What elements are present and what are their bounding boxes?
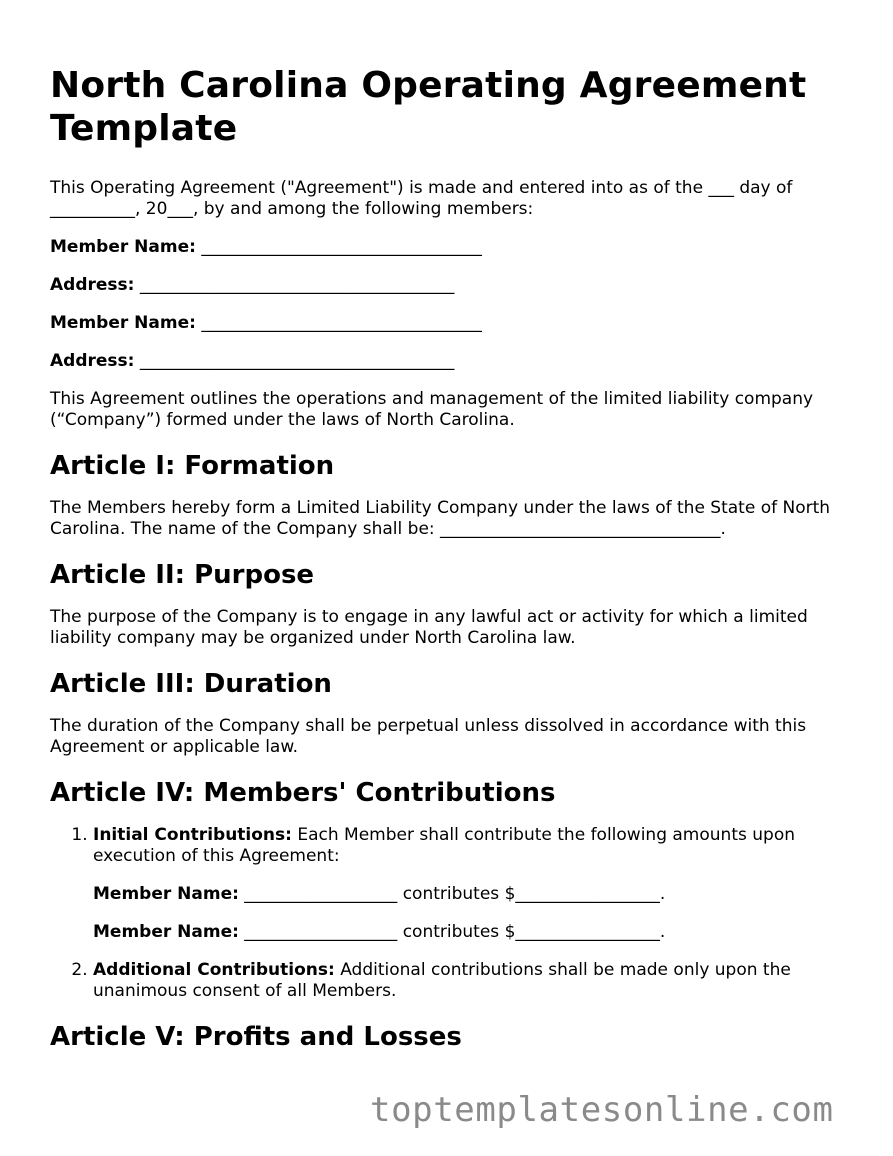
article-1-body: The Members hereby form a Limited Liability Company under the laws of the State of North Carolina. The name of the Company shall be: _________________________________. (50, 498, 831, 539)
document-title: North Carolina Operating Agreement Template (50, 65, 807, 149)
member-1-name-field (50, 237, 850, 258)
member-name-label: Member Name: (50, 313, 196, 333)
address-blank: _____________________________________ (139, 351, 455, 371)
address-label: Address: (50, 351, 135, 371)
article-1-heading: Article I: Formation (50, 451, 335, 481)
article-5-heading: Article V: Profits and Losses (50, 1022, 462, 1052)
member-name-blank: _________________________________ (201, 313, 482, 333)
contribution-blank: __________________ contributes $_________________. (238, 922, 666, 942)
contribution-line-1 (93, 884, 850, 905)
list-item (93, 825, 850, 943)
member-name-blank: _________________________________ (201, 237, 482, 257)
address-blank: _____________________________________ (139, 275, 455, 295)
contribution-blank: __________________ contributes $_________________. (238, 884, 666, 904)
member-2-address-field (50, 351, 850, 372)
item-label: Additional Contributions: (93, 960, 335, 980)
item-text: Each Member shall contribute the following amounts upon execution of this Agreement: (93, 825, 795, 866)
article-3-body: The duration of the Company shall be perpetual unless dissolved in accordance with this Agreement or applicable law. (50, 716, 807, 757)
member-name-label: Member Name: (93, 922, 239, 942)
list-item (93, 960, 850, 1002)
article-3-heading: Article III: Duration (50, 669, 332, 699)
outline-paragraph: This Agreement outlines the operations and management of the limited liability company (“Company”) formed under the laws of North Carolina. (50, 389, 814, 430)
member-2-name-field (50, 313, 850, 334)
article-2-body: The purpose of the Company is to engage in any lawful act or activity for which a limited liability company may be organized under North Carolina law. (50, 607, 808, 648)
watermark-text: toptemplatesonline.com (370, 1090, 834, 1130)
document-page (50, 0, 850, 1053)
item-text: Additional contributions shall be made only upon the unanimous consent of all Members. (93, 960, 791, 1001)
member-name-label: Member Name: (93, 884, 239, 904)
address-label: Address: (50, 275, 135, 295)
contributions-list (50, 825, 850, 1002)
member-1-address-field (50, 275, 850, 296)
article-2-heading: Article II: Purpose (50, 560, 315, 590)
intro-paragraph: This Operating Agreement ("Agreement") is made and entered into as of the ___ day of __________, 20___, by and among the following members: (50, 178, 793, 219)
item-label: Initial Contributions: (93, 825, 292, 845)
contribution-line-2 (93, 922, 850, 943)
article-4-heading: Article IV: Members' Contributions (50, 778, 556, 808)
member-name-label: Member Name: (50, 237, 196, 257)
